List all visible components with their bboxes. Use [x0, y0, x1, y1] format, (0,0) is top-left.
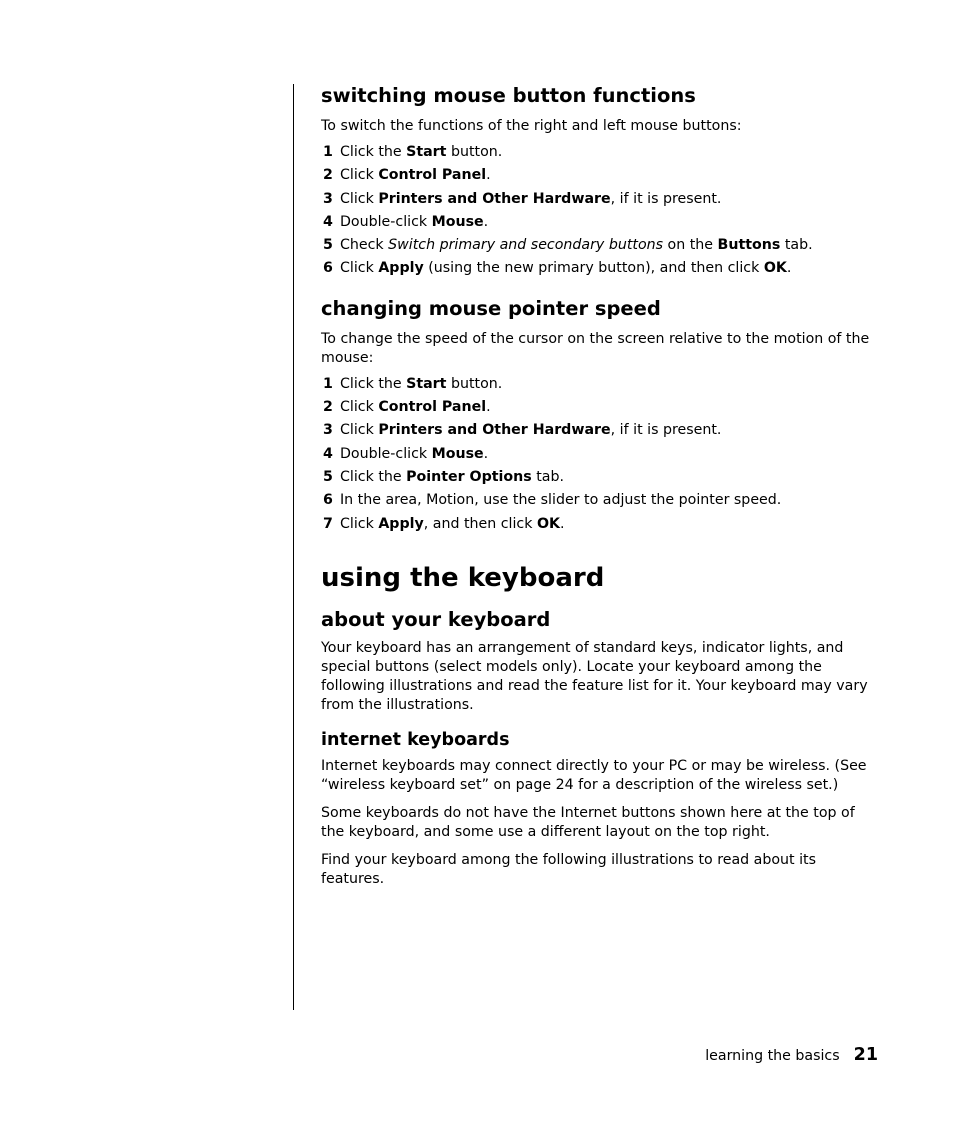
internet-keyboards-p3: Find your keyboard among the following illustrations to read about its features.	[321, 851, 817, 887]
step-number: 5	[323, 468, 333, 485]
step-emphasis: OK	[536, 515, 561, 532]
step-text: .	[483, 445, 489, 462]
margin-rule	[293, 84, 294, 1010]
list-item	[321, 466, 881, 489]
page-footer	[705, 1044, 878, 1067]
step-text: .	[483, 213, 489, 230]
step-text: Click	[340, 515, 379, 532]
footer-label: learning the basics	[705, 1048, 840, 1064]
switching-steps	[321, 141, 881, 281]
list-item	[321, 257, 881, 280]
step-text: , if it is present.	[610, 422, 722, 439]
step-emphasis: Printers and Other Hardware	[378, 190, 611, 207]
step-text: .	[486, 399, 491, 416]
internet-keyboards-p1: Internet keyboards may connect directly to your PC or may be wireless. (See “wireless keyboard set” on page 24 for a description of the wireless set.)	[321, 757, 867, 793]
step-emphasis: Control Panel	[378, 167, 487, 184]
step-text: .	[486, 167, 491, 184]
heading-using-keyboard: using the keyboard	[321, 562, 605, 593]
step-text: tab.	[531, 468, 565, 485]
step-emphasis: Apply	[378, 260, 424, 277]
heading-pointer-speed: changing mouse pointer speed	[321, 296, 661, 320]
step-text: (using the new primary button), and then click	[423, 260, 764, 277]
step-text: .	[560, 515, 565, 532]
step-emphasis: Start	[406, 375, 447, 392]
heading-internet-keyboards: internet keyboards	[321, 729, 510, 750]
list-item	[321, 443, 881, 466]
step-number: 2	[323, 399, 333, 416]
list-item	[321, 188, 881, 211]
step-emphasis: Start	[406, 144, 447, 160]
step-text: on the	[663, 237, 718, 254]
step-text: Click the	[340, 375, 407, 392]
step-text: Click	[340, 190, 379, 207]
internet-keyboards-p2: Some keyboards do not have the Internet buttons shown here at the top of the keyboard, and some use a different layout on the top right.	[321, 804, 855, 840]
step-number: 6	[323, 492, 333, 509]
step-text: Click the	[340, 144, 407, 160]
list-item	[321, 489, 881, 512]
list-item	[321, 164, 881, 187]
step-number: 1	[323, 144, 333, 160]
step-text: button.	[446, 144, 503, 160]
list-item	[321, 234, 881, 257]
step-emphasis: Mouse	[431, 213, 484, 230]
pointer-intro: To change the speed of the cursor on the screen relative to the motion of the mouse:	[321, 330, 870, 366]
step-number: 4	[323, 445, 333, 462]
step-text: , and then click	[423, 515, 537, 532]
step-text: Click the	[340, 468, 407, 485]
step-text: .	[786, 260, 792, 277]
step-emphasis: Buttons	[717, 237, 781, 254]
step-emphasis: Mouse	[431, 445, 484, 462]
list-item	[321, 396, 881, 419]
step-text: Click	[340, 167, 379, 184]
step-text: Check	[340, 237, 389, 254]
list-item	[321, 211, 881, 234]
step-number: 3	[323, 422, 333, 439]
step-text: Click	[340, 399, 379, 416]
step-number: 6	[323, 260, 333, 277]
step-text: Double-click	[340, 445, 432, 462]
step-text: button.	[446, 375, 503, 392]
list-item	[321, 373, 881, 396]
page-number: 21	[853, 1045, 878, 1065]
step-text: , if it is present.	[610, 190, 722, 207]
step-italic: Switch primary and secondary buttons	[388, 237, 664, 254]
heading-switching: switching mouse button functions	[321, 84, 696, 107]
step-number: 7	[323, 515, 333, 532]
step-number: 4	[323, 213, 333, 230]
step-text: In the area, Motion, use the slider to adjust the pointer speed.	[340, 492, 782, 509]
step-text: Click	[340, 422, 379, 439]
step-text: tab.	[780, 237, 813, 254]
step-number: 5	[323, 237, 333, 254]
switching-intro: To switch the functions of the right and left mouse buttons:	[321, 118, 742, 134]
step-emphasis: Printers and Other Hardware	[378, 422, 611, 439]
step-emphasis: Control Panel	[378, 399, 487, 416]
page-content	[321, 84, 881, 889]
step-text: Click	[340, 260, 379, 277]
step-text: Double-click	[340, 213, 432, 230]
about-keyboard-text: Your keyboard has an arrangement of standard keys, indicator lights, and special buttons (select models only). Locate your keyboard among the following illustrations and read the feature list for it. Your keyboard may vary from the illustrations.	[321, 639, 868, 713]
list-item	[321, 419, 881, 442]
list-item	[321, 513, 881, 536]
pointer-steps	[321, 373, 881, 536]
heading-about-keyboard: about your keyboard	[321, 607, 551, 631]
step-number: 2	[323, 167, 333, 184]
list-item	[321, 141, 881, 164]
step-emphasis: Pointer Options	[406, 468, 532, 485]
step-number: 1	[323, 375, 333, 392]
step-emphasis: Apply	[378, 515, 424, 532]
step-emphasis: OK	[763, 260, 787, 277]
step-number: 3	[323, 190, 333, 207]
